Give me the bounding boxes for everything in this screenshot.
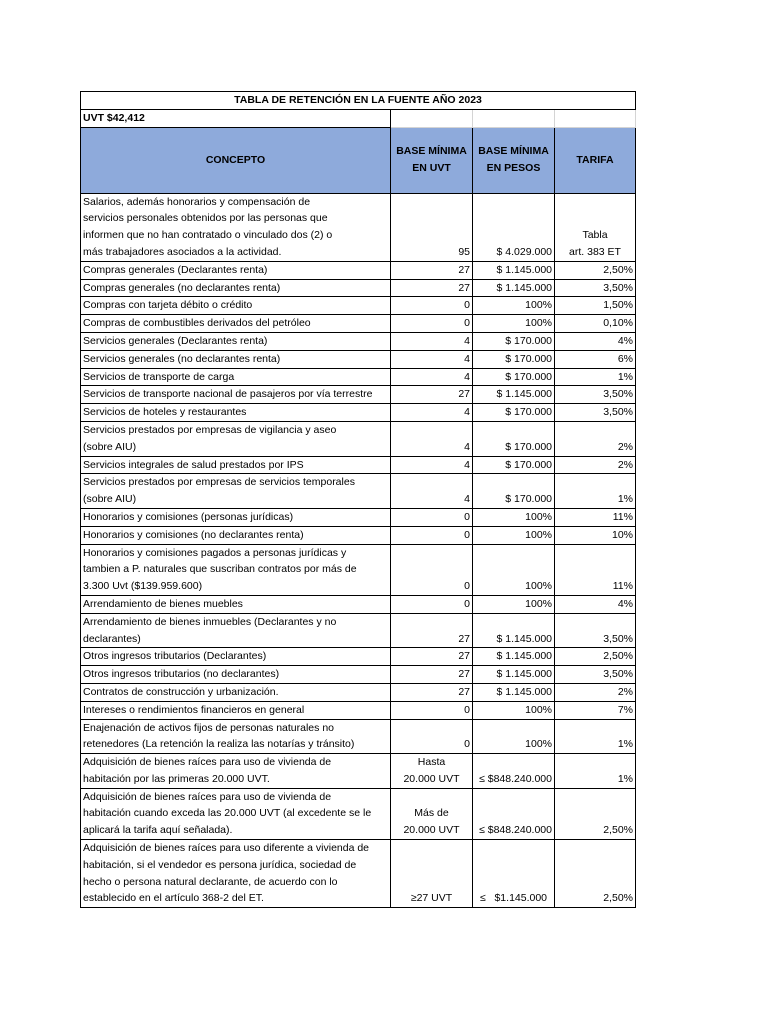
tarifa-cell: 3,50% <box>555 666 636 684</box>
header-base-pesos: BASE MÍNIMA EN PESOS <box>473 127 555 193</box>
concepto-cell: Compras de combustibles derivados del petróleo <box>81 315 391 333</box>
base-uvt-cell: 4 <box>391 456 473 474</box>
table-row <box>81 719 636 754</box>
base-uvt-cell: 4 <box>391 421 473 456</box>
tarifa-cell: 3,50% <box>555 404 636 422</box>
base-pesos-cell: 100% <box>473 297 555 315</box>
concepto-cell: Salarios, además honorarios y compensación de servicios personales obtenidos por las personas que informen que no han contratado o vinculado dos (2) o más trabajadores asociados a la actividad. <box>81 193 391 261</box>
concepto-cell: Arrendamiento de bienes inmuebles (Declarantes y no declarantes) <box>81 613 391 648</box>
concepto-cell: Compras generales (no declarantes renta) <box>81 279 391 297</box>
tarifa-cell: 1,50% <box>555 297 636 315</box>
concepto-cell: Adquisición de bienes raíces para uso de vivienda de habitación cuando exceda las 20.000 UVT (al excedente se le aplicará la tarifa aquí señalada). <box>81 788 391 839</box>
table-row <box>81 508 636 526</box>
base-pesos-cell: $ 170.000 <box>473 421 555 456</box>
tarifa-cell: 4% <box>555 332 636 350</box>
tarifa-cell: 3,50% <box>555 386 636 404</box>
concepto-cell: Adquisición de bienes raíces para uso diferente a vivienda de habitación, si el vendedor es persona jurídica, sociedad de hecho o persona natural declarante, de acuerdo con lo establecido en el artículo 368-2 del ET. <box>81 840 391 908</box>
uvt-row <box>81 109 636 127</box>
base-uvt-cell: 4 <box>391 474 473 509</box>
table-row <box>81 421 636 456</box>
base-uvt-cell: 0 <box>391 595 473 613</box>
table-row <box>81 386 636 404</box>
base-uvt-cell: 0 <box>391 526 473 544</box>
table-row <box>81 648 636 666</box>
header-tarifa: TARIFA <box>555 127 636 193</box>
table-row <box>81 701 636 719</box>
retention-table-sheet <box>80 91 635 908</box>
concepto-cell: Servicios prestados por empresas de servicios temporales (sobre AIU) <box>81 474 391 509</box>
base-uvt-cell: Más de 20.000 UVT <box>391 788 473 839</box>
base-pesos-cell: $ 170.000 <box>473 404 555 422</box>
table-row <box>81 840 636 908</box>
base-uvt-cell: 27 <box>391 613 473 648</box>
table-row <box>81 613 636 648</box>
table-row <box>81 788 636 839</box>
concepto-cell: Otros ingresos tributarios (Declarantes) <box>81 648 391 666</box>
base-pesos-cell: $ 1.145.000 <box>473 683 555 701</box>
title-row <box>81 92 636 110</box>
base-pesos-cell: ≤ $1.145.000 <box>473 840 555 908</box>
concepto-cell: Servicios de hoteles y restaurantes <box>81 404 391 422</box>
base-pesos-cell: $ 1.145.000 <box>473 386 555 404</box>
concepto-cell: Otros ingresos tributarios (no declarantes) <box>81 666 391 684</box>
tarifa-cell: 4% <box>555 595 636 613</box>
base-pesos-cell: $ 170.000 <box>473 368 555 386</box>
base-pesos-cell: 100% <box>473 526 555 544</box>
table-row <box>81 754 636 789</box>
base-pesos-cell: 100% <box>473 315 555 333</box>
tarifa-cell: 11% <box>555 508 636 526</box>
table-row <box>81 261 636 279</box>
base-pesos-cell: $ 170.000 <box>473 456 555 474</box>
tarifa-cell: 2% <box>555 421 636 456</box>
base-pesos-cell: $ 4.029.000 <box>473 193 555 261</box>
table-row <box>81 404 636 422</box>
tarifa-cell: 10% <box>555 526 636 544</box>
tarifa-cell: 2,50% <box>555 840 636 908</box>
concepto-cell: Compras con tarjeta débito o crédito <box>81 297 391 315</box>
concepto-cell: Honorarios y comisiones (no declarantes renta) <box>81 526 391 544</box>
tarifa-cell: 1% <box>555 754 636 789</box>
table-row <box>81 544 636 595</box>
concepto-cell: Servicios integrales de salud prestados por IPS <box>81 456 391 474</box>
table-row <box>81 332 636 350</box>
base-uvt-cell: 27 <box>391 683 473 701</box>
concepto-cell: Compras generales (Declarantes renta) <box>81 261 391 279</box>
uvt-value: UVT $42,412 <box>81 109 391 127</box>
tarifa-cell: 3,50% <box>555 279 636 297</box>
base-uvt-cell: ≥27 UVT <box>391 840 473 908</box>
tarifa-cell: 6% <box>555 350 636 368</box>
concepto-cell: Servicios prestados por empresas de vigilancia y aseo (sobre AIU) <box>81 421 391 456</box>
base-pesos-cell: $ 1.145.000 <box>473 261 555 279</box>
table-row <box>81 474 636 509</box>
table-row <box>81 595 636 613</box>
base-pesos-cell: 100% <box>473 508 555 526</box>
base-uvt-cell: 0 <box>391 297 473 315</box>
base-pesos-cell: 100% <box>473 719 555 754</box>
table-row <box>81 666 636 684</box>
base-uvt-cell: 27 <box>391 279 473 297</box>
table-row <box>81 368 636 386</box>
base-uvt-cell: 4 <box>391 404 473 422</box>
table-row <box>81 193 636 261</box>
concepto-cell: Honorarios y comisiones (personas jurídicas) <box>81 508 391 526</box>
tarifa-cell: 2% <box>555 683 636 701</box>
base-uvt-cell: 0 <box>391 508 473 526</box>
table-row <box>81 526 636 544</box>
base-uvt-cell: Hasta 20.000 UVT <box>391 754 473 789</box>
base-uvt-cell: 27 <box>391 386 473 404</box>
tarifa-cell: 1% <box>555 719 636 754</box>
base-uvt-cell: 0 <box>391 315 473 333</box>
concepto-cell: Servicios de transporte nacional de pasajeros por vía terrestre <box>81 386 391 404</box>
concepto-cell: Adquisición de bienes raíces para uso de vivienda de habitación por las primeras 20.000 UVT. <box>81 754 391 789</box>
table-row <box>81 350 636 368</box>
table-row <box>81 456 636 474</box>
base-uvt-cell: 27 <box>391 648 473 666</box>
concepto-cell: Intereses o rendimientos financieros en general <box>81 701 391 719</box>
base-uvt-cell: 4 <box>391 350 473 368</box>
tarifa-cell: 1% <box>555 474 636 509</box>
table-row <box>81 683 636 701</box>
base-uvt-cell: 4 <box>391 368 473 386</box>
base-pesos-cell: $ 1.145.000 <box>473 648 555 666</box>
base-pesos-cell: $ 1.145.000 <box>473 279 555 297</box>
tarifa-cell: 2,50% <box>555 788 636 839</box>
base-pesos-cell: 100% <box>473 544 555 595</box>
base-pesos-cell: ≤ $848.240.000 <box>473 788 555 839</box>
base-uvt-cell: 95 <box>391 193 473 261</box>
concepto-cell: Servicios generales (no declarantes renta) <box>81 350 391 368</box>
header-base-uvt: BASE MÍNIMA EN UVT <box>391 127 473 193</box>
base-pesos-cell: $ 170.000 <box>473 474 555 509</box>
base-uvt-cell: 27 <box>391 666 473 684</box>
concepto-cell: Honorarios y comisiones pagados a personas jurídicas y tambien a P. naturales que suscriban contratos por más de 3.300 Uvt ($139.959.600) <box>81 544 391 595</box>
base-uvt-cell: 0 <box>391 544 473 595</box>
concepto-cell: Enajenación de activos fijos de personas naturales no retenedores (La retención la realiza las notarías y tránsito) <box>81 719 391 754</box>
header-row <box>81 127 636 193</box>
base-pesos-cell: 100% <box>473 701 555 719</box>
tarifa-cell: 1% <box>555 368 636 386</box>
tarifa-cell: 3,50% <box>555 613 636 648</box>
concepto-cell: Servicios generales (Declarantes renta) <box>81 332 391 350</box>
table-title: TABLA DE RETENCIÓN EN LA FUENTE AÑO 2023 <box>81 92 636 110</box>
table-row <box>81 297 636 315</box>
base-pesos-cell: $ 1.145.000 <box>473 666 555 684</box>
base-uvt-cell: 4 <box>391 332 473 350</box>
concepto-cell: Arrendamiento de bienes muebles <box>81 595 391 613</box>
tarifa-cell: Tabla art. 383 ET <box>555 193 636 261</box>
concepto-cell: Servicios de transporte de carga <box>81 368 391 386</box>
tarifa-cell: 2% <box>555 456 636 474</box>
base-pesos-cell: $ 170.000 <box>473 350 555 368</box>
tarifa-cell: 2,50% <box>555 648 636 666</box>
tarifa-cell: 7% <box>555 701 636 719</box>
base-uvt-cell: 27 <box>391 261 473 279</box>
base-pesos-cell: $ 170.000 <box>473 332 555 350</box>
concepto-cell: Contratos de construcción y urbanización. <box>81 683 391 701</box>
base-pesos-cell: ≤ $848.240.000 <box>473 754 555 789</box>
tarifa-cell: 11% <box>555 544 636 595</box>
base-pesos-cell: 100% <box>473 595 555 613</box>
tarifa-cell: 0,10% <box>555 315 636 333</box>
base-uvt-cell: 0 <box>391 719 473 754</box>
header-concepto: CONCEPTO <box>81 127 391 193</box>
tarifa-cell: 2,50% <box>555 261 636 279</box>
base-pesos-cell: $ 1.145.000 <box>473 613 555 648</box>
base-uvt-cell: 0 <box>391 701 473 719</box>
table-row <box>81 315 636 333</box>
retention-table <box>80 91 636 908</box>
table-row <box>81 279 636 297</box>
